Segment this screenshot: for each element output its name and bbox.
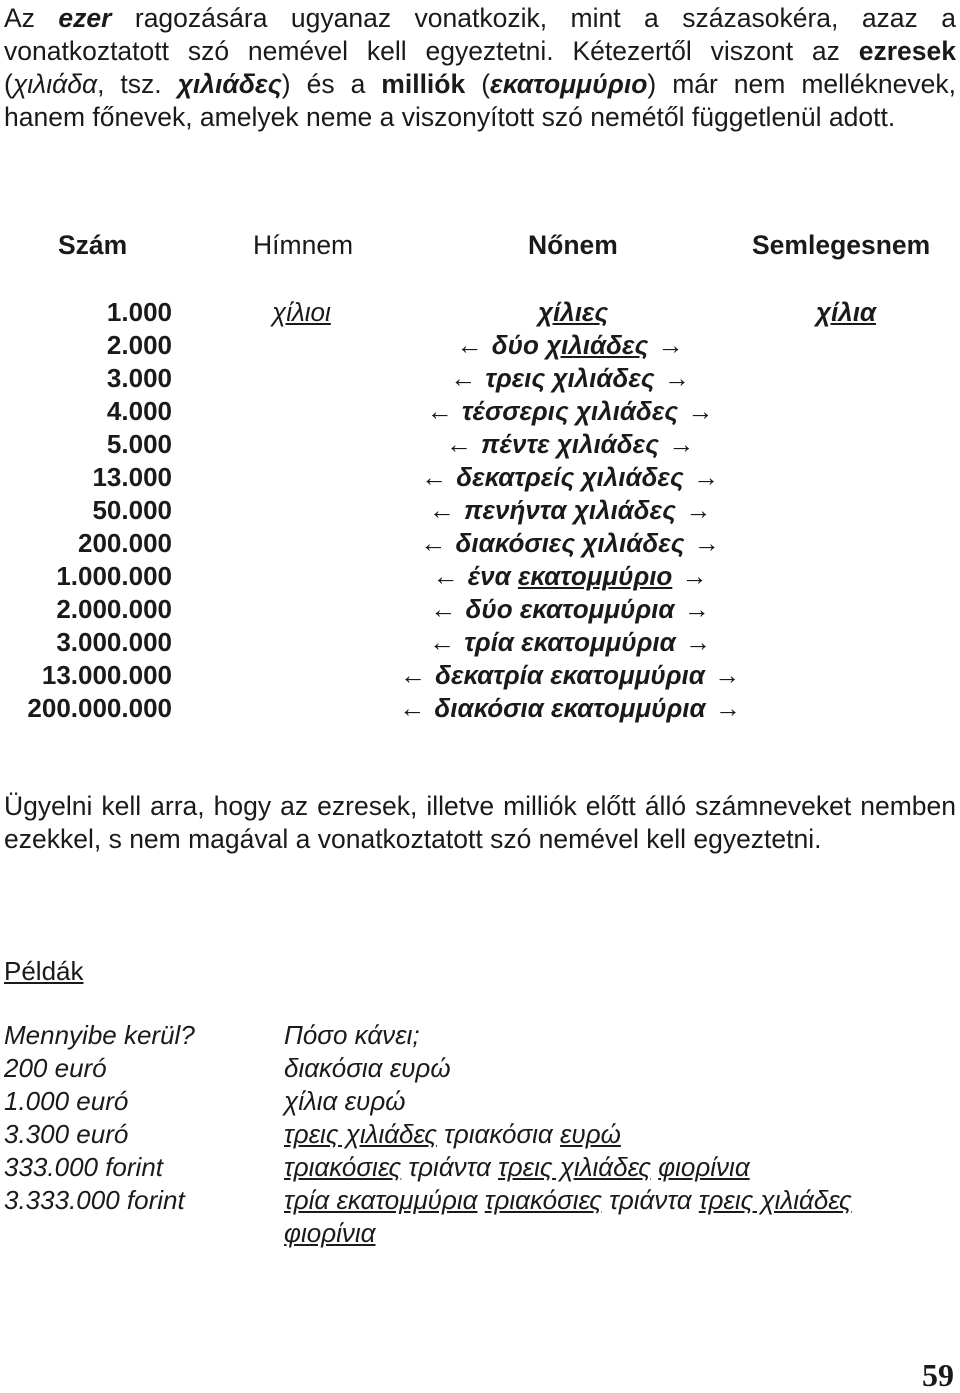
arrow-right-icon: → bbox=[714, 660, 741, 690]
number-cell: 13.000 bbox=[92, 462, 172, 492]
fem-word: χίλιες bbox=[538, 297, 609, 327]
term-milliok: milliók bbox=[381, 69, 466, 99]
arrow-right-icon: → bbox=[657, 330, 684, 360]
arrow-right-icon: → bbox=[681, 561, 708, 591]
greek-text: ένα bbox=[467, 561, 518, 591]
greek-form bbox=[360, 494, 780, 527]
header-semlegesnem: Semlegesnem bbox=[752, 230, 931, 260]
example-hu: 1.000 euró bbox=[4, 1086, 129, 1116]
example-hu: 3.333.000 forint bbox=[4, 1185, 185, 1215]
greek-text: τέσσερις χιλιάδες bbox=[461, 396, 679, 426]
number-cell: 2.000.000 bbox=[56, 594, 172, 624]
number-cell: 13.000.000 bbox=[41, 660, 172, 690]
example-hu: 333.000 forint bbox=[4, 1152, 164, 1182]
example-hu: 200 euró bbox=[4, 1053, 107, 1083]
example-gr bbox=[284, 1184, 924, 1217]
arrow-right-icon: → bbox=[663, 363, 690, 393]
arrow-left-icon: ← bbox=[456, 330, 483, 360]
masc-form bbox=[272, 296, 331, 329]
greek-form bbox=[360, 362, 780, 395]
arrow-left-icon: ← bbox=[399, 693, 426, 723]
greek-underlined: τρεις χιλιάδες bbox=[284, 1119, 437, 1149]
arrow-left-icon: ← bbox=[430, 594, 457, 624]
greek-text: δύο bbox=[491, 330, 547, 360]
greek-text: πέντε χιλιάδες bbox=[481, 429, 659, 459]
greek-form bbox=[360, 659, 780, 692]
greek-text: διακόσια εκατομμύρια bbox=[434, 693, 706, 723]
example-gr: Πόσο κάνει; bbox=[284, 1020, 420, 1050]
example-hu: 3.300 euró bbox=[4, 1119, 129, 1149]
arrow-right-icon: → bbox=[683, 594, 710, 624]
number-cell: 3.000.000 bbox=[56, 627, 172, 657]
example-gr bbox=[284, 1118, 621, 1151]
term-chiliades: χιλιάδες bbox=[177, 69, 282, 99]
greek-text: δεκατρία εκατομμύρια bbox=[435, 660, 705, 690]
page-number: 59 bbox=[922, 1357, 954, 1393]
example-gr: χίλια ευρώ bbox=[284, 1086, 406, 1116]
arrow-right-icon: → bbox=[687, 396, 714, 426]
number-cell: 1.000 bbox=[106, 297, 172, 327]
greek-text: τριάντα bbox=[401, 1152, 499, 1182]
term-ekatommyrio: εκατομμύριο bbox=[490, 69, 648, 99]
intro-text: ) és a bbox=[281, 69, 382, 99]
header-nonem: Nőnem bbox=[528, 230, 618, 260]
number-cell: 50.000 bbox=[92, 495, 172, 525]
arrow-left-icon: ← bbox=[428, 495, 455, 525]
arrow-left-icon: ← bbox=[399, 660, 426, 690]
greek-form bbox=[360, 593, 780, 626]
example-hu: Mennyibe kerül? bbox=[4, 1020, 195, 1050]
intro-text: ragozására ugyanaz vonatkozik, mint a százasokéra, azaz a vonatkoztatott szó nemével kell egyeztetni. Kétezertől viszont az bbox=[4, 3, 956, 66]
intro-text: ( bbox=[465, 69, 491, 99]
greek-text: τρία εκατομμύρια bbox=[464, 627, 676, 657]
example-gr-continued bbox=[284, 1217, 375, 1250]
greek-form bbox=[360, 461, 780, 494]
greek-text: τριακόσια bbox=[436, 1119, 560, 1149]
greek-text: πενήντα χιλιάδες bbox=[464, 495, 676, 525]
term-chiliada: χιλιάδα bbox=[12, 69, 98, 99]
number-cell: 3.000 bbox=[106, 363, 172, 393]
greek-underlined: τρεις χιλιάδες bbox=[698, 1185, 852, 1215]
arrow-left-icon: ← bbox=[420, 528, 447, 558]
arrow-left-icon: ← bbox=[421, 462, 448, 492]
intro-text: ( bbox=[4, 69, 13, 99]
greek-text: τριάντα bbox=[601, 1185, 699, 1215]
term-ezresek: ezresek bbox=[858, 36, 956, 66]
greek-form bbox=[360, 527, 780, 560]
greek-form bbox=[360, 395, 780, 428]
greek-form bbox=[360, 329, 780, 362]
greek-underlined: εκατομμύριο bbox=[517, 561, 673, 591]
header-himnem: Hímnem bbox=[253, 230, 354, 260]
greek-text: δεκατρείς χιλιάδες bbox=[456, 462, 684, 492]
examples-heading: Példák bbox=[4, 956, 84, 986]
greek-underlined: τρία εκατομμύρια bbox=[284, 1185, 478, 1215]
greek-text: διακόσιες χιλιάδες bbox=[455, 528, 685, 558]
greek-form bbox=[360, 560, 780, 593]
intro-text: ) már nem melléknevek, hanem főnevek, amelyek neme a viszonyított szó nemétől függetlenül adott. bbox=[4, 69, 956, 132]
greek-form bbox=[360, 692, 780, 725]
arrow-right-icon: → bbox=[714, 693, 741, 723]
arrow-left-icon: ← bbox=[428, 627, 455, 657]
number-cell: 5.000 bbox=[106, 429, 172, 459]
arrow-left-icon: ← bbox=[426, 396, 453, 426]
greek-form bbox=[360, 626, 780, 659]
arrow-left-icon: ← bbox=[450, 363, 477, 393]
greek-text bbox=[477, 1185, 484, 1215]
intro-text: , tsz. bbox=[97, 69, 178, 99]
term-ezer: ezer bbox=[58, 3, 112, 33]
greek-underlined: τρεις χιλιάδες bbox=[498, 1152, 651, 1182]
neut-form bbox=[816, 296, 876, 329]
number-cell: 2.000 bbox=[106, 330, 172, 360]
arrow-right-icon: → bbox=[668, 429, 695, 459]
number-cell: 200.000 bbox=[78, 528, 172, 558]
example-gr: διακόσια ευρώ bbox=[284, 1053, 451, 1083]
fem-form bbox=[538, 296, 608, 329]
greek-underlined: τριακόσιες bbox=[484, 1185, 602, 1215]
greek-underlined: ευρώ bbox=[559, 1119, 621, 1149]
greek-text: δύο εκατομμύρια bbox=[465, 594, 675, 624]
arrow-right-icon: → bbox=[685, 627, 712, 657]
masc-word: χίλιοι bbox=[272, 297, 331, 327]
greek-form bbox=[360, 428, 780, 461]
greek-underlined: φιορίνια bbox=[658, 1152, 750, 1182]
header-szam: Szám bbox=[58, 230, 128, 260]
note-paragraph: Ügyelni kell arra, hogy az ezresek, illetve milliók előtt álló számneveket nemben ezekkel, s nem magával a vonatkoztatott szó nemével kell egyeztetni. bbox=[4, 791, 956, 854]
arrow-left-icon: ← bbox=[445, 429, 472, 459]
greek-underlined: χιλιάδες bbox=[546, 330, 649, 360]
number-cell: 200.000.000 bbox=[27, 693, 172, 723]
greek-underlined: τριακόσιες bbox=[284, 1152, 402, 1182]
neut-word: χίλια bbox=[816, 297, 877, 327]
greek-underlined: φιορίνια bbox=[284, 1218, 376, 1248]
arrow-right-icon: → bbox=[685, 495, 712, 525]
arrow-right-icon: → bbox=[693, 528, 720, 558]
greek-text: τρεις χιλιάδες bbox=[485, 363, 655, 393]
intro-text: Az bbox=[4, 3, 59, 33]
arrow-right-icon: → bbox=[692, 462, 719, 492]
number-cell: 4.000 bbox=[106, 396, 172, 426]
intro-paragraph bbox=[4, 2, 956, 134]
number-cell: 1.000.000 bbox=[56, 561, 172, 591]
example-gr bbox=[284, 1151, 750, 1184]
arrow-left-icon: ← bbox=[432, 561, 459, 591]
